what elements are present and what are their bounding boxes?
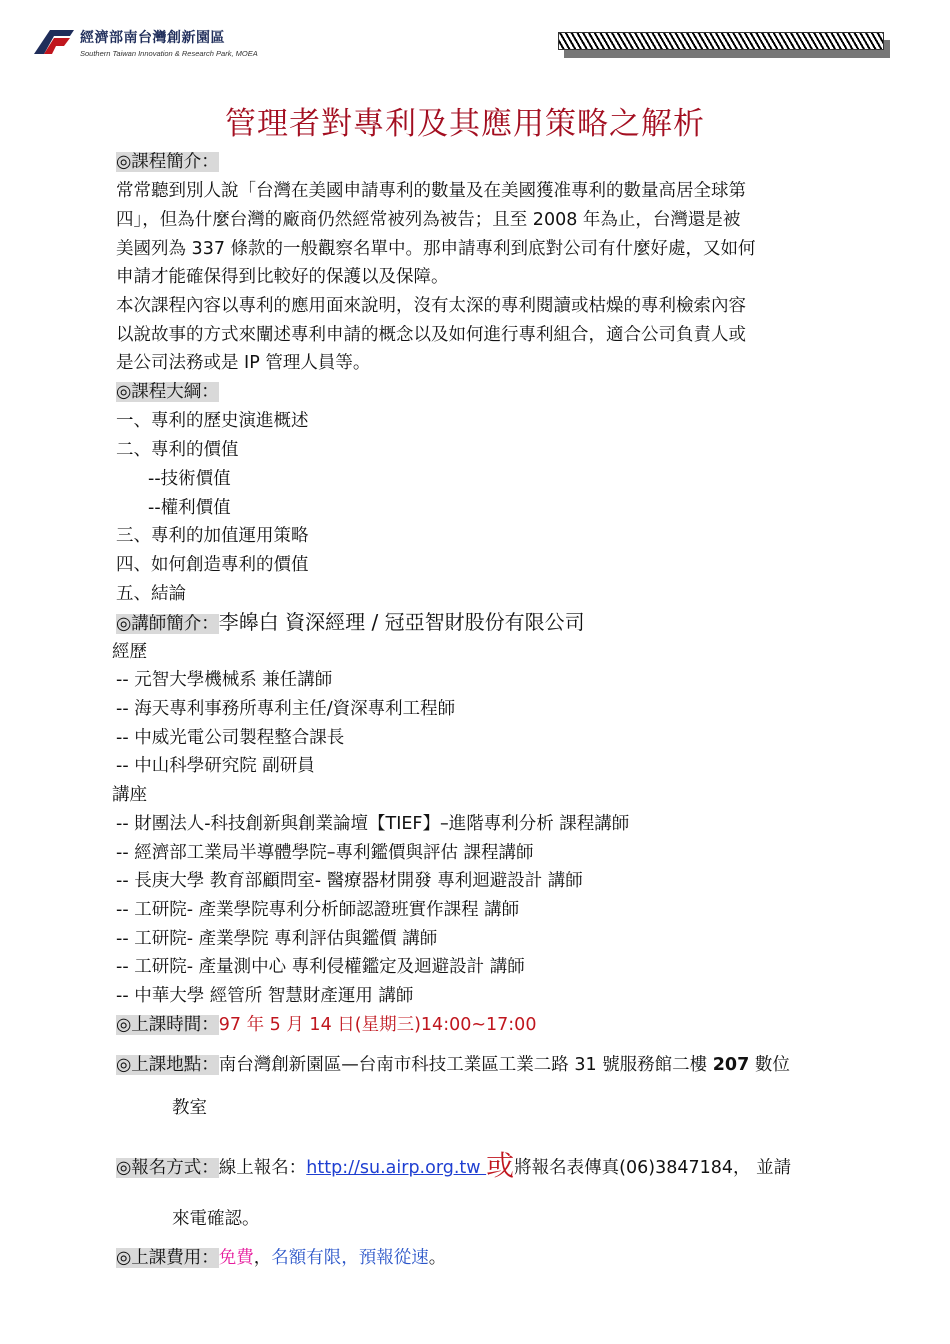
intro-heading: ◎課程簡介： (116, 152, 219, 172)
intro-line: 申請才能確保得到比較好的保護以及保障。 (116, 267, 449, 287)
experience-item: -- 元智大學機械系 兼任講師 (116, 670, 333, 690)
signup-row: ◎報名方式：線上報名：http://su.airp.org.tw 或將報名表傳真(06)3847184， 並請 (116, 1149, 792, 1182)
fee-heading: ◎上課費用： (116, 1248, 219, 1268)
intro-line: 四」，但為什麼台灣的廠商仍然經常被列為被告；且至 2008 年為止，台灣還是被 (116, 210, 741, 230)
talk-item: -- 中華大學 經管所 智慧財產運用 講師 (116, 986, 414, 1006)
outline-subitem: --權利價值 (148, 498, 231, 518)
outline-item: 四、如何創造專利的價值 (116, 555, 309, 575)
logo-english-name: Southern Taiwan Innovation & Research Park, MOEA (80, 49, 258, 58)
intro-line: 常常聽到別人說「台灣在美國申請專利的數量及在美國獲准專利的數量高居全球第 (116, 181, 746, 201)
lecturer-heading-row (116, 610, 585, 636)
or-label: 或 (486, 1149, 515, 1182)
signup-line2: 來電確認。 (172, 1209, 260, 1229)
fee-row: ◎上課費用：免費，名額有限，預報從速。 (116, 1248, 447, 1268)
outline-item: 一、專利的歷史演進概述 (116, 411, 309, 431)
experience-item: -- 海天專利事務所專利主任/資深專利工程師 (116, 699, 456, 719)
fee-free: 免費 (218, 1248, 254, 1268)
hatched-stamp-bar (558, 32, 890, 58)
talk-item: -- 工研院- 產業學院專利分析師認證班實作課程 講師 (116, 900, 520, 920)
lecturer-heading: ◎講師簡介： (116, 614, 219, 634)
time-heading: ◎上課時間： (116, 1015, 219, 1035)
location-heading: ◎上課地點： (116, 1055, 219, 1075)
time-row (116, 1013, 536, 1037)
talk-item: -- 長庚大學 教育部顧問室- 醫療器材開發 專利迴避設計 講師 (116, 871, 583, 891)
intro-line: 是公司法務或是 IP 管理人員等。 (116, 353, 371, 373)
outline-subitem: --技術價值 (148, 469, 231, 489)
time-value: 97 年 5 月 14 日(星期三)14:00~17:00 (218, 1015, 537, 1035)
talk-item: -- 工研院- 產業學院 專利評估與鑑價 講師 (116, 929, 438, 949)
experience-label: 經歷 (112, 642, 147, 662)
outline-item: 五、結論 (116, 584, 186, 604)
intro-line: 美國列為 337 條款的一般觀察名單中。那申請專利到底對公司有什麼好處，又如何 (116, 239, 756, 259)
experience-item: -- 中威光電公司製程整合課長 (116, 728, 345, 748)
outline-heading: ◎課程大綱： (116, 382, 219, 402)
experience-item: -- 中山科學研究院 副研員 (116, 756, 315, 776)
location-row: ◎上課地點：南台灣創新園區—台南市科技工業區工業二路 31 號服務館二樓 207 數位 (116, 1055, 790, 1075)
outline-item: 二、專利的價值 (116, 440, 239, 460)
signup-heading: ◎報名方式： (116, 1158, 219, 1178)
intro-line: 本次課程內容以專利的應用面來說明，沒有太深的專利閱讀或枯燥的專利檢索內容 (116, 296, 746, 316)
talks-label: 講座 (112, 785, 147, 805)
logo-chinese-name: 經濟部南台灣創新園區 (80, 30, 225, 46)
fee-note: 名額有限，預報從速 (271, 1248, 429, 1268)
park-logo-icon (30, 22, 78, 62)
signup-link[interactable]: http://su.airp.org.tw (306, 1158, 487, 1178)
lecturer-name: 李皞白 資深經理 / 冠亞智財股份有限公司 (218, 610, 585, 634)
header (30, 22, 920, 72)
page-title: 管理者對專利及其應用策略之解析 (225, 106, 705, 142)
talk-item: -- 財團法人-科技創新與創業論壇【TIEF】–進階專利分析 課程講師 (116, 814, 630, 834)
intro-line: 以說故事的方式來闡述專利申請的概念以及如何進行專利組合，適合公司負責人或 (116, 325, 746, 345)
location-line2: 教室 (172, 1098, 207, 1118)
talk-item: -- 工研院- 產量測中心 專利侵權鑑定及迴避設計 講師 (116, 957, 525, 977)
talk-item: -- 經濟部工業局半導體學院–專利鑑價與評估 課程講師 (116, 843, 534, 863)
outline-item: 三、專利的加值運用策略 (116, 526, 309, 546)
